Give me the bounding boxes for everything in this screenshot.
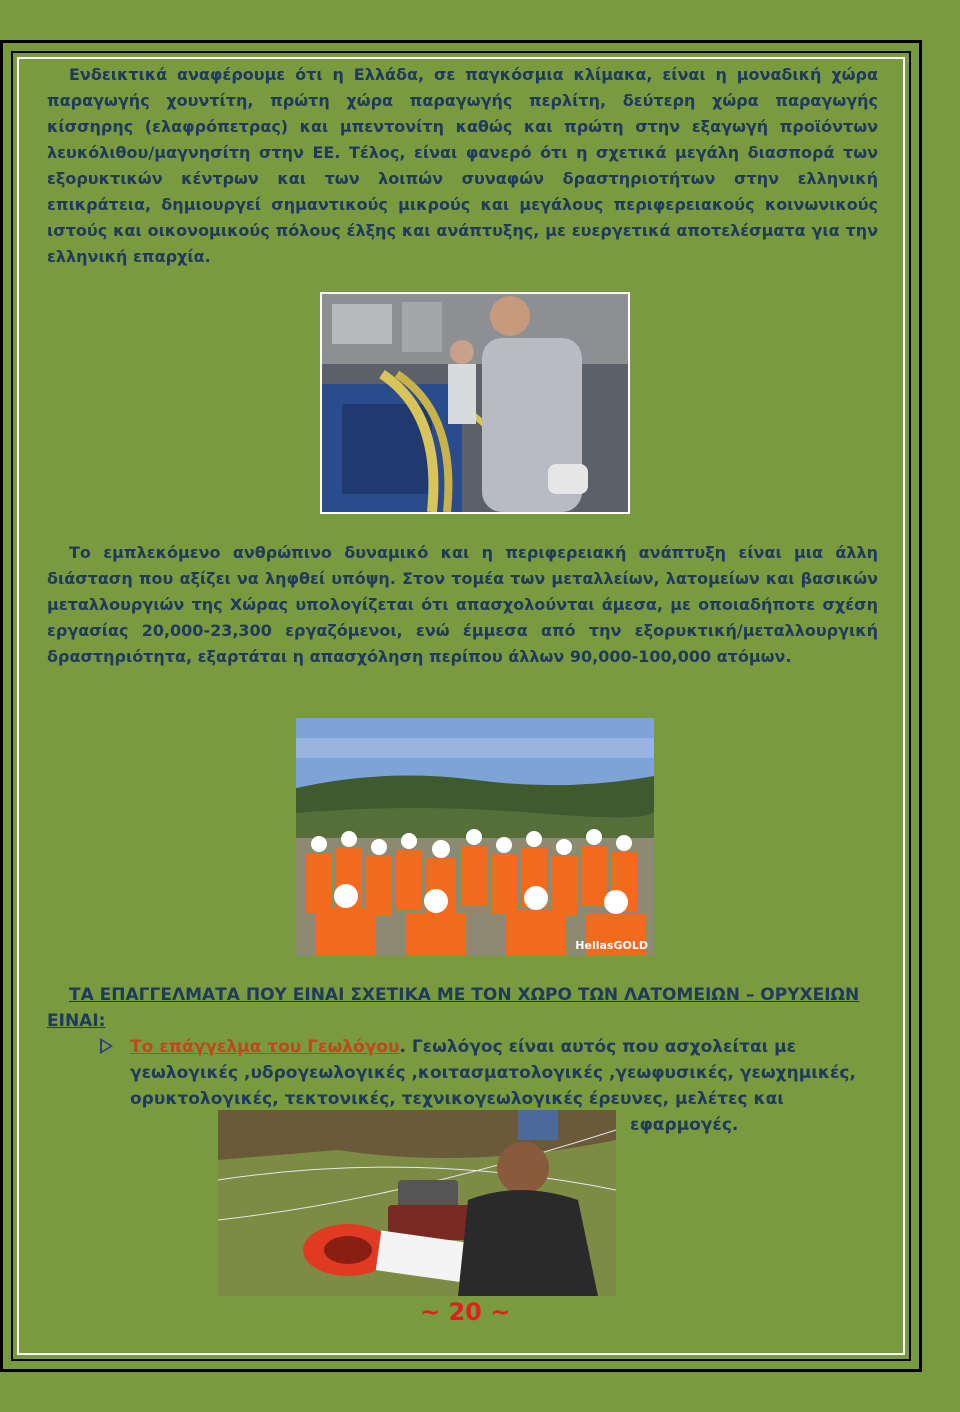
heading-colon: :	[98, 1011, 106, 1031]
geologist-description: . Γεωλόγος είναι αυτός που ασχολείται με γεωλογικές ,υδρογεωλογικές ,κοιτασματολογικές ,γεωφυσικές, γεωχημικές, ορυκτολογικές, τεκτονικές, τεχνικογεωλογικές έρευνες, μελέτες και	[130, 1037, 856, 1109]
page-number: ~ 20 ~	[420, 1298, 511, 1326]
triangle-bullet-icon	[100, 1038, 113, 1054]
paragraph-human-resources	[47, 540, 878, 670]
paragraph2-lead: Το εμπλεκόμενο ανθρώπινο δυναμικό και η περιφερειακή ανάπτυξη είναι μια άλλη διάσταση που αξίζει να ληφθεί υπόψη.	[47, 543, 878, 588]
bullet-geologist	[100, 1034, 880, 1112]
hellasgold-watermark: HellasGOLD	[575, 939, 648, 952]
paragraph-greece-minerals	[47, 62, 878, 270]
geologist-fieldwork-photo	[218, 1110, 616, 1296]
mine-visit-group-photo	[296, 718, 654, 956]
professions-heading	[47, 982, 878, 1034]
professions-heading-text: ΤΑ ΕΠΑΓΓΕΛΜΑΤΑ ΠΟΥ ΕΙΝΑΙ ΣΧΕΤΙΚΑ ΜΕ ΤΟΝ ΧΩΡΟ ΤΩΝ ΛΑΤΟΜΕΙΩΝ – ΟΡΥΧΕΙΩΝ ΕΙΝΑΙ	[47, 985, 860, 1031]
geologist-profession-link[interactable]: Το επάγγελμα του Γεωλόγου	[130, 1037, 400, 1057]
factory-workers-photo	[320, 292, 630, 514]
geologist-description-tail: εφαρμογές.	[630, 1115, 739, 1135]
paragraph1-rest: Τέλος, είναι φανερό ότι η σχετικά μεγάλη διασπορά των εξορυκτικών κέντρων και των λοιπών συναφών δραστηριοτήτων στην ελληνική επικράτεια, δημιουργεί σημαντικούς μικρούς και μεγάλους περιφερειακούς κοινωνικούς ιστούς και οικονομικούς πόλους έλξης και ανάπτυξης, με ευεργετικά αποτελέσματα για την ελληνική επαρχία.	[47, 143, 878, 266]
paragraph1-lead: Ενδεικτικά αναφέρουμε ότι η Ελλάδα, σε παγκόσμια κλίμακα, είναι η μοναδική χώρα παραγωγής χουντίτη, πρώτη χώρα παραγωγής περλίτη, δεύτερη χώρα παραγωγής κίσσηρης (ελαφρόπετρας) και μπεντονίτη καθώς και πρώτη στην εξαγωγή προϊόντων λευκόλιθου/μαγνησίτη στην ΕΕ.	[47, 65, 878, 162]
paragraph2-rest: Στον τομέα των μεταλλείων, λατομείων και βασικών μεταλλουργιών της Χώρας υπολογίζεται ότι απασχολούνται άμεσα, με οποιαδήποτε σχέση εργασίας 20,000-23,300 εργαζόμενοι, ενώ έμμεσα από την εξορυκτική/μεταλλουργική δραστηριότητα, εξαρτάται η απασχόληση περίπου άλλων 90,000-100,000 ατόμων.	[47, 569, 878, 666]
